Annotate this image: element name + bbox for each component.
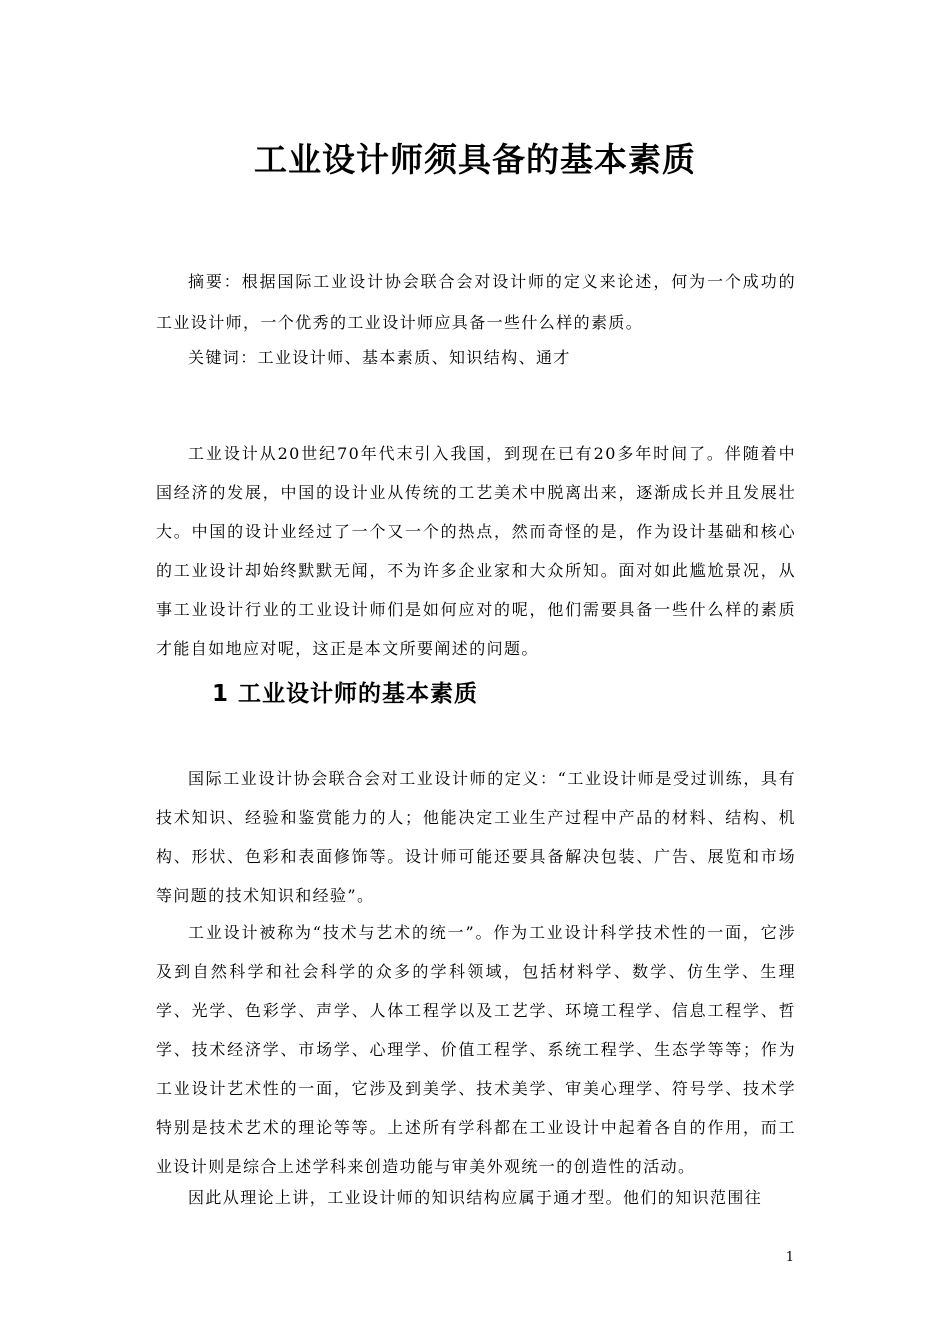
definition-paragraph: 国际工业设计协会联合会对工业设计师的定义：“工业设计师是受过训练，具有技术知识、经验和鉴赏能力的人；他能决定工业生产过程中产品的材料、结构、机构、形状、色彩和表面修饰等。设计师可能还要具备解决包装、广告、展览和市场等问题的技术知识和经验”。 <box>156 769 796 905</box>
section-heading: 1 工业设计师的基本素质 <box>212 681 479 707</box>
intro-paragraph: 工业设计从20世纪70年代末引入我国，到现在已有20多年时间了。伴随着中国经济的发展，中国的设计业从传统的工艺美术中脱离出来，逐渐成长并且发展壮大。中国的设计业经过了一个又一个的热点，然而奇怪的是，作为设计基础和核心的工业设计却始终默默无闻，不为许多企业家和大众所知。面对如此尴尬景况，从事工业设计行业的工业设计师们是如何应对的呢，他们需要具备一些什么样的素质才能自如地应对呢，这正是本文所要阐述的问题。 <box>156 444 796 658</box>
document-title: 工业设计师须具备的基本素质 <box>254 140 696 179</box>
page-number: 1 <box>785 1250 794 1265</box>
abstract-paragraph: 摘要：根据国际工业设计协会联合会对设计师的定义来论述，何为一个成功的工业设计师，一个优秀的工业设计师应具备一些什么样的素质。 <box>156 272 796 332</box>
therefore-paragraph: 因此从理论上讲，工业设计师的知识结构应属于通才型。他们的知识范围往 <box>188 1188 763 1207</box>
unity-paragraph: 工业设计被称为“技术与艺术的统一”。作为工业设计科学技术性的一面，它涉及到自然科学和社会科学的众多的学科领域，包括材料学、数学、仿生学、生理学、光学、色彩学、声学、人体工程学以及工艺学、环境工程学、信息工程学、哲学、技术经济学、市场学、心理学、价值工程学、系统工程学、生态学等等；作为工业设计艺术性的一面，它涉及到美学、技术美学、审美心理学、符号学、技术学特别是技术艺术的理论等等。上述所有学科都在工业设计中起着各自的作用，而工业设计则是综合上述学科来创造功能与审美外观统一的创造性的活动。 <box>156 923 796 1176</box>
keywords-paragraph: 关键词：工业设计师、基本素质、知识结构、通才 <box>188 348 571 367</box>
